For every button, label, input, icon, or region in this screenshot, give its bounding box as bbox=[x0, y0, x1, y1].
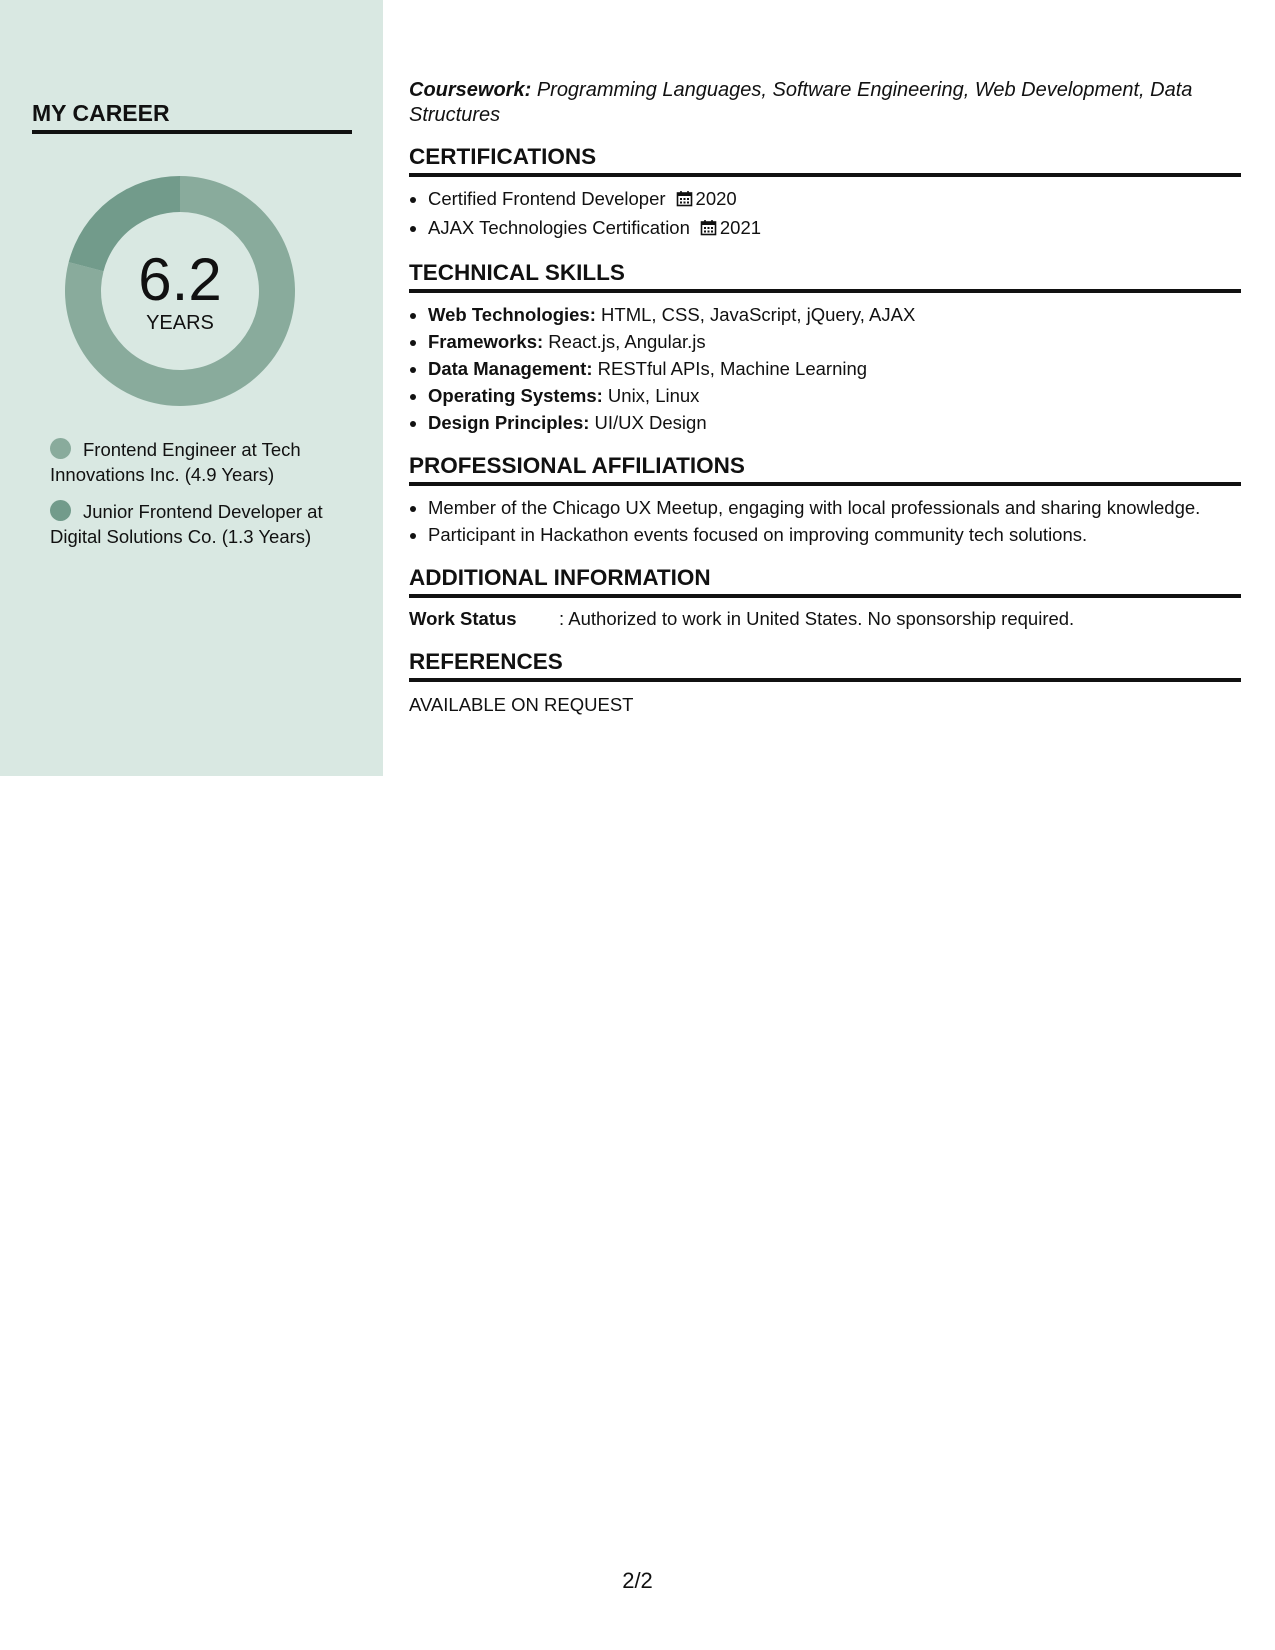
certification-year: 2021 bbox=[719, 217, 762, 238]
total-years-value: 6.2 bbox=[138, 246, 222, 313]
references-section bbox=[409, 648, 1241, 718]
affiliation-item: • Participant in Hackathon events focused on improving community tech solutions. bbox=[428, 521, 1241, 548]
skill-label: Frameworks: bbox=[428, 331, 544, 352]
certification-item bbox=[428, 214, 1241, 243]
skill-value: UI/UX Design bbox=[594, 412, 707, 433]
career-donut-chart bbox=[65, 176, 295, 406]
skills-heading: TECHNICAL SKILLS bbox=[409, 259, 1241, 293]
certification-item bbox=[428, 185, 1241, 214]
career-legend-label: Junior Frontend Developer at Digital Solutions Co. (1.3 Years) bbox=[50, 501, 323, 547]
references-text: AVAILABLE ON REQUEST bbox=[409, 694, 634, 715]
skill-value: HTML, CSS, JavaScript, jQuery, AJAX bbox=[601, 304, 916, 325]
sidebar bbox=[0, 0, 383, 776]
skill-value: RESTful APIs, Machine Learning bbox=[597, 358, 868, 379]
certification-name: Certified Frontend Developer bbox=[428, 188, 666, 209]
certification-name: AJAX Technologies Certification bbox=[428, 217, 690, 238]
career-legend-item bbox=[50, 437, 350, 487]
certifications-heading: CERTIFICATIONS bbox=[409, 143, 1241, 177]
donut-center bbox=[65, 176, 295, 406]
skill-label: Design Principles: bbox=[428, 412, 590, 433]
affiliations-heading: PROFESSIONAL AFFILIATIONS bbox=[409, 452, 1241, 486]
coursework bbox=[409, 78, 1241, 127]
calendar-icon bbox=[700, 216, 717, 243]
skill-label: Data Management: bbox=[428, 358, 593, 379]
references-heading: REFERENCES bbox=[409, 648, 1241, 682]
skill-item bbox=[428, 328, 1241, 355]
certifications-list bbox=[409, 185, 1241, 243]
skills-section bbox=[409, 259, 1241, 436]
legend-dot-icon bbox=[50, 500, 71, 521]
page-number: 2/2 bbox=[622, 1568, 653, 1593]
legend-dot-icon bbox=[50, 438, 71, 459]
affiliation-item: • Member of the Chicago UX Meetup, engaging with local professionals and sharing knowledge. bbox=[428, 494, 1241, 521]
career-legend-item bbox=[50, 499, 350, 549]
coursework-label: Coursework: bbox=[409, 79, 532, 101]
additional-info-heading: ADDITIONAL INFORMATION bbox=[409, 564, 1241, 598]
certifications-section bbox=[409, 143, 1241, 243]
skill-item bbox=[428, 409, 1241, 436]
skill-value: React.js, Angular.js bbox=[548, 331, 706, 352]
additional-info-section bbox=[409, 564, 1241, 632]
skill-label: Web Technologies: bbox=[428, 304, 596, 325]
career-legend-label: Frontend Engineer at Tech Innovations Inc. (4.9 Years) bbox=[50, 439, 301, 485]
career-legend bbox=[50, 437, 350, 561]
skill-label: Operating Systems: bbox=[428, 385, 603, 406]
main-content bbox=[409, 78, 1241, 718]
work-status-label: Work Status bbox=[409, 608, 517, 629]
work-status-value: : Authorized to work in United States. No sponsorship required. bbox=[559, 608, 1075, 629]
total-years-unit: YEARS bbox=[146, 312, 214, 334]
certification-year: 2020 bbox=[695, 188, 737, 209]
affiliations-section bbox=[409, 452, 1241, 548]
calendar-icon bbox=[676, 187, 693, 214]
skill-item bbox=[428, 301, 1241, 328]
affiliations-list bbox=[409, 494, 1241, 548]
skills-list bbox=[409, 301, 1241, 436]
coursework-text: Programming Languages, Software Engineering, Web Development, Data Structures bbox=[409, 79, 1193, 126]
skill-item bbox=[428, 382, 1241, 409]
skill-value: Unix, Linux bbox=[607, 385, 700, 406]
career-title: MY CAREER bbox=[32, 98, 352, 134]
skill-item bbox=[428, 355, 1241, 382]
work-status-row bbox=[409, 606, 1241, 632]
